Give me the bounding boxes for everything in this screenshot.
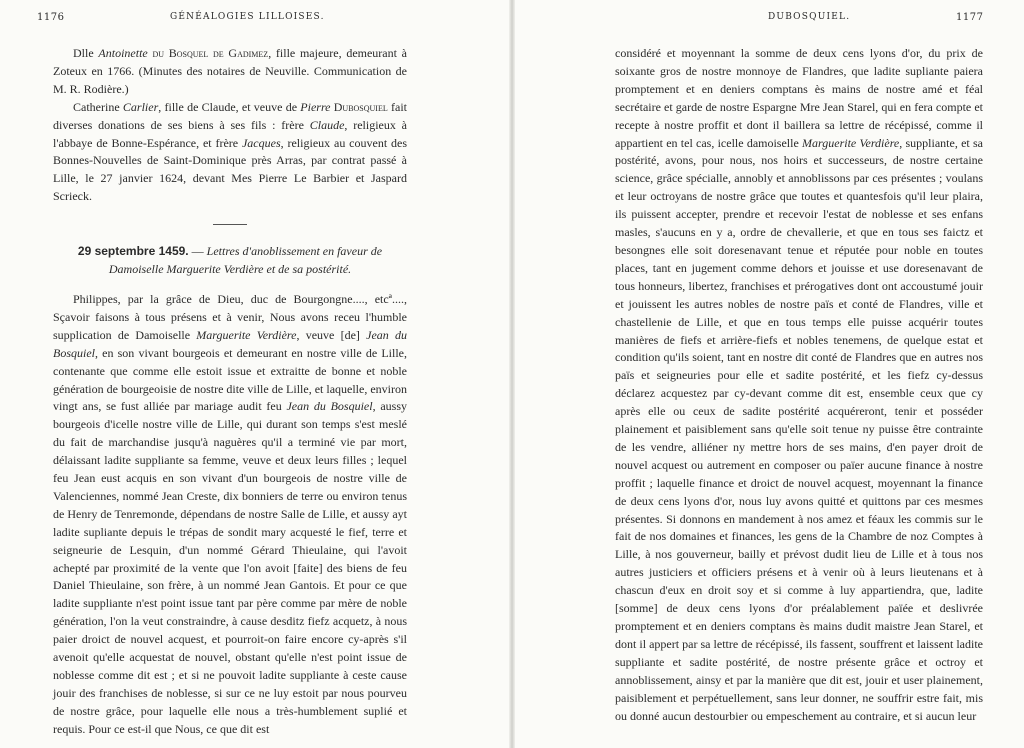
left-running-head: GÉNÉALOGIES LILLOISES. <box>170 12 325 22</box>
para-text: considéré et moyennant la somme de deux cens lyons d'or, du prix de soixante gros de nostre monnoye de Flandres, que ladite supliante paiera promptement et en deniers comptans ès mains de nostre amé et féal secrétaire et garde de nostre Espargne Mre Jean Starel, qui en fera compte et recepte à nostre proffit et dont il baillera sa lettre de récépissé, comme il appartient en tel cas, icelle damoiselle <box>615 46 983 150</box>
entry-antoinette <box>53 45 407 99</box>
para-text: , en son vivant bourgeois et demeurant en nostre ville de Lille, contenante que comme elle estoit issue et extraitte de bonne et noble génération de bourgeoisie de nostre dite ville de Lille, et laquelle, environ vingt ans, se fust alliée par mariage audit feu <box>53 345 407 414</box>
entry-husband-surname: Dubosquiel <box>333 99 388 114</box>
para-name: Jean du Bosquiel <box>53 327 407 360</box>
right-paragraph <box>615 45 983 725</box>
section-divider <box>213 224 247 225</box>
act-heading <box>53 243 407 279</box>
entry-title: Dlle <box>73 46 94 60</box>
left-page <box>0 0 510 748</box>
entry-text: , religieux au couvent des Bonnes-Nouvelles de Saint-Dominique près Arras, par contrat passé à Lille, le 27 janvier 1624, devant Mes Pierre Le Barbier et Jaspard Scrieck. <box>53 135 407 204</box>
para-text: Philippes, par la grâce de Dieu, duc de Bourgongne...., etcª...., Sçavoir faisons à tous présens et à venir, Nous avons receu l'humble supplication de Damoiselle <box>53 291 407 342</box>
para-name: Marguerite Verdière <box>196 327 297 342</box>
para-name: Marguerite Verdière <box>802 135 900 150</box>
para-text: , suppliante, et sa postérité, avons, pour nous, nos hoirs et successeurs, de nostre certaine science, grâce spécialle, annobly et annoblissons par ces présentes ; voulans et leur octroyans de nostre grâce que toutes et quantesfois qu'il leur plaira, ils puissent accepter, prendre et recevoir l'estat de noblesse et ses enfans masles, s'aucuns en y a, ordre de chevallerie, et que en tous ses faictz et besongnes elle soit doresenavant tenue et réputée pour noble en toutes places, tant en jugement comme dehors et jouisse et use doresenavant de tous honneurs, libertez, franchises et prérogatives dont ont accoustumé jouir et jouissent les autres nobles de nostre païs et conté de Flandres, ville et chastellenie de Lille, et que en tous temps elle puisse acquérir toutes manières de fiefs et arrière-fiefs et nobles tenemens, de quelque estat et condition qu'ils soient, tant en nostre dit conté de Flandres que en autres nos païs et seigneuries pour elle et sadite postérité, et les fiefz cy-dessus déclarez acquestez par cy-devant comme dit est, ensemble ceux que cy après elle ou ceux de sadite postérité acquéreront, tenir et posséder plainement et paisiblement sans qu'elle soit tenue ny puisse être contrainte de les vendre, alliéner ny mettre hors de ses mains, d'en payer droit de nouvel acquest ou autrement en composer ou païer aucune finance à nostre proffit ; laquelle finance et droict de nouvel acquest, moyennant la finance de deux cens lyons d'or, nous luy avons quitté et quittons par ces mesmes présentes. Si donnons en mandement à nos amez et féaux les commis sur le fait de nos domaines et finances, les gens de la Chambre de noz Comptes à Lille, à nos gouverneur, bailly et prévost dudit lieu de Lille et à tous nos autres justiciers et officiers présens et à venir où à leurs lieutenans et à chascun d'eux en droit soy et si comme à luy appartiendra, que, ladite [somme] de deux cens lyons d'or préalablement païée et deslivrée promptement et en deniers comptans ès mains dudit maistre Jean Starel, et dont il appert par sa lettre de récépissé, ils fassent, souffrent et laissent ladite suppliante et sadite postérité, de nostre présente grâce et octroy et annoblissement, ainsy et par la manière que dit est, jouir et user plainement, paisiblement et perpétuellement, sans leur donner, ne souffrir estre fait, mis ou donné aucun destourbier ou empeschement au contraire, et si aucun leur <box>615 135 983 723</box>
entry-claude: Claude <box>309 117 345 132</box>
act-title: Lettres d'anoblissement en faveur de Damoiselle Marguerite Verdière et de sa postérité. <box>108 244 383 277</box>
entry-text: , fille majeure, demeurant à Zoteux en 1766. (Minutes des notaires de Neuville. Communication de M. R. Rodière.) <box>53 46 408 96</box>
entry-text: fait diverses donations de ses biens à ses fils : frère <box>53 99 407 132</box>
para-text: , veuve [de] <box>296 327 367 342</box>
left-body <box>53 45 407 739</box>
para-name: Jean du Bosquiel <box>286 399 373 414</box>
para-text: , aussy bourgeois d'icelle nostre ville de Lille, qui durant son temps s'est meslé du fait de marchandise jusqu'à naguères qu'il a terminé vie par mort, délaissant ladite suppliante sa femme, veuve et deux leurs filles ; lequel feu Jean eust acquis en son vivant d'un bourgeois de nostre ville de Valenciennes, nommé Jean Creste, dix bonniers de terre ou environ tenus de Henry de Tenremonde, dépendans de nostre Salle de Lille, et aussy ayt ladite supliante depuis le trépas de sondit mary acquesté le fief, terre et seigneurie de Lesquin, d'un nommé Gérard Thieulaine, qui l'avoit achepté par proximité de la vente que l'on avoit [faite] des biens de feu Daniel Thieulaine, son frère, à un nommé Jean Gantois. Et pour ce que ladite suppliante n'est point issue tant par père comme par mère de noble génération, l'on la veut constraindre, à cause desditz fiefz acquetz, à nous paier droict de nouvel acquest, et pourroit-on faire encore cy-après s'il avenoit qu'elle acquestat de nouvel, obstant qu'elle n'est point issue de noblesse comme dit est ; et si ne pouvoit ladite suppliante à ceste cause jouir des franchises de noblesse, si sur ce ne luy estoit par nous pourveu de nostre grâce, pour laquelle elle nous a très-humblement suplié et requis. Pour ce est-il que Nous, ce que dit est <box>53 399 407 736</box>
right-running-head: DUBOSQUIEL. <box>768 12 851 22</box>
entry-name: Catherine <box>73 99 120 114</box>
act-dash: — <box>188 244 207 259</box>
entry-text: , religieux à l'abbaye de Bonne-Espérance, et frère <box>53 117 408 150</box>
entry-text: , fille de Claude, et veuve de <box>158 99 301 114</box>
entry-name: Antoinette <box>98 46 148 60</box>
act-paragraph <box>53 291 407 739</box>
entry-surname: du Bosquel de Gadimez <box>152 46 269 60</box>
entry-catherine <box>53 99 407 206</box>
act-date: 29 septembre 1459. <box>77 244 189 259</box>
entry-surname: Carlier <box>122 99 159 114</box>
left-page-number: 1176 <box>37 12 65 23</box>
entry-jacques: Jacques <box>241 135 281 150</box>
entry-husband: Pierre <box>300 99 331 114</box>
right-page <box>514 0 1024 748</box>
right-page-number: 1177 <box>956 12 984 23</box>
right-body <box>615 45 983 725</box>
